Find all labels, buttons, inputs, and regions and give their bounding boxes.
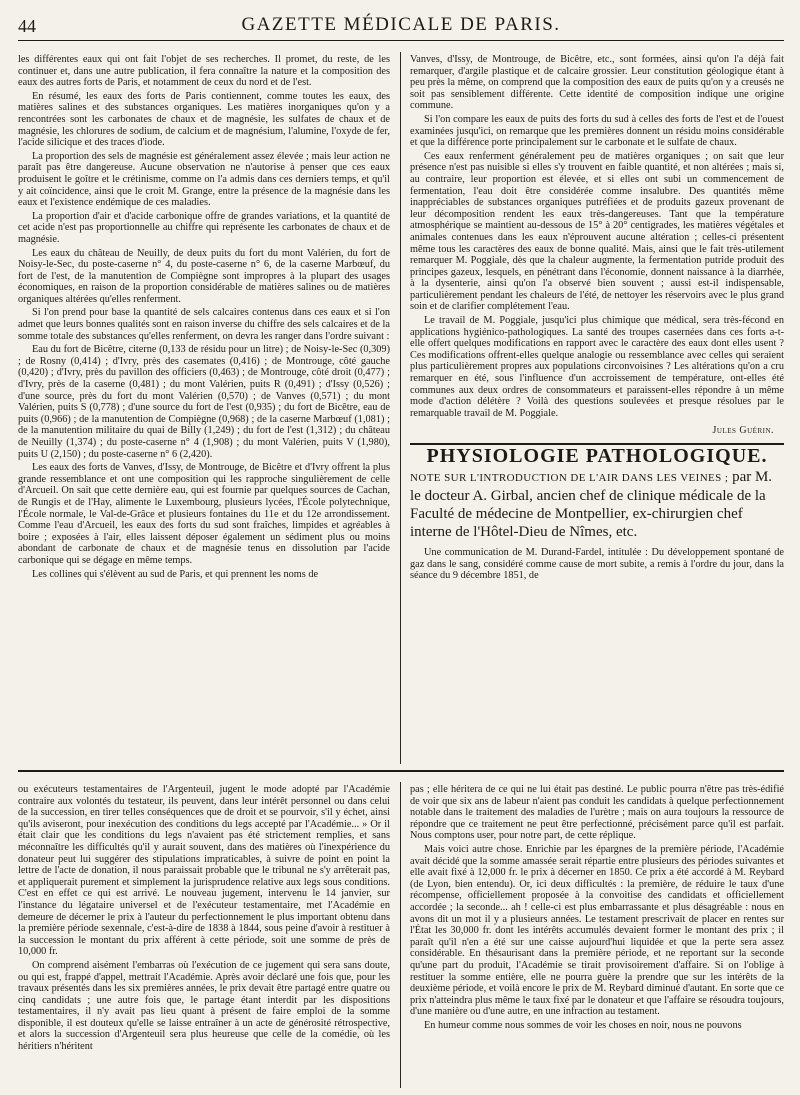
article-column-bottom-left [18,784,390,1090]
paragraph: Les eaux des forts de Vanves, d'Issy, de Montrouge, de Bicêtre et d'Ivry offrent la plus grande ressemblance et ont une composition qui les rapproche singulièrement de celle d'Arcueil. On sait que cette dernière eau, qui est fournie par quelques sources de Cachan, de Rungis et de l'Hay, alimente le Luxembourg, plusieurs lycées, l'École polytechnique, l'École normale, le Val-de-Grâce et plusieurs fontaines du 11e et du 12e arrondissement. Comme l'eau d'Arcueil, les eaux des forts du sud sont fraîches, limpides et agréables à boire ; exposées à l'air, elles laissent déposer également un sédiment plus ou moins abondant de carbonate de chaux et de magnésie tenus en dissolution par l'acide carbonique qui se dégage en même temps. [18,462,390,566]
paragraph: Si l'on compare les eaux de puits des forts du sud à celles des forts de l'est et de l'ouest examinées jusqu'ici, on remarque que les premières donnent un résidu moins considérable et que la différence porte principalement sur le carbonate et le sulfate de chaux. [410,113,784,149]
paragraph: Une communication de M. Durand-Fardel, intitulée : Du développement spontané de gaz dans le sang, considéré comme cause de mort subite, a remis à l'ordre du jour, dans la séance du 9 décembre 1851, de [410,547,784,582]
paragraph: Mais voici autre chose. Enrichie par les épargnes de la première période, l'Académie avait décidé que la somme amassée serait répartie entre plusieurs des périodes suivantes et elle avait fixé à 12,000 fr. le prix à décerner en 1850. Ce prix a été accordé à M. Reybard (de Lyon, bien entendu). Or, ici deux difficultés : la première, de réduire le taux d'une récompense, officiellement proposée à la convoitise des candidats et officiellement accordée ; la seconde... ah ! celle-ci est plus embarrassante et plus désagréable : nous en avons dit un mot il y a plusieurs années. Le testament prescrivait de placer en rentes sur l'État les 30,000 fr. dont les intérêts accumulés devaient former le montant des prix ; il paraît qu'il n'en a été sur une caisse aujourd'hui liquidée et que la perte sera assez considérable. En thésaurisant dans la première période, et ne reportant sur la seconde qu'une part du produit, l'Académie se tirait provisoirement d'affaire. Si on l'oblige à restituer la somme entière, elle ne pourra guère la prendre que sur les intérêts de la deuxième période, et voilà encore le prix de M. Reybard diminué d'autant. En sorte que ce prix n'atteindra plus même le taux fixé par le donateur et que l'affaire se résoudra toujours, d'une manière ou d'une autre, en une infraction au testament. [410,843,784,1018]
paragraph: Le travail de M. Poggiale, jusqu'ici plus chimique que médical, sera très-fécond en applications hygiénico-pathologiques. La santé des troupes casernées dans ces forts a-t-elle offert quelques modifications en rapport avec le caractère des eaux dont elles usent ? Ces modifications offrent-elles quelque analogie ou ressemblance avec celles qui seraient plus particulièrement propres aux populations circonvoisines ? Les altérations qu'on a cru remarquer en été, sous l'influence d'un accroissement de température, ont-elles été communes aux deux ordres de consommateurs et paraissent-elles répondre à un même mode d'action délétère ? Voilà des questions soulevées et presque résolues par le remarquable travail de M. Poggiale. [410,315,784,419]
paragraph: Les eaux du château de Neuilly, de deux puits du fort du mont Valérien, du fort de Noisy-le-Sec, du poste-caserne n° 4, du poste-caserne n° 6, de la caserne Marbœuf, du fort de l'est, de la manutention de Compiègne sont impropres à la plupart des usages économiques, en raison de la proportion considérable de matières salines ou de matières organiques altérées qu'elles renferment. [18,247,390,305]
article-column-top-right [410,54,784,759]
paragraph: Les collines qui s'élèvent au sud de Paris, et qui prennent les noms de [32,568,319,580]
paragraph: Eau du fort de Bicêtre, citerne (0,133 de résidu pour un litre) ; de Noisy-le-Sec (0,309) ; de Rosny (0,414) ; d'Ivry, près des casemates (0,416) ; de Montrouge, côté gauche (0,420) ; d'Ivry, près du pavillon des officiers (0,463) ; de Montrouge, côté droit (0,477) ; d'Ivry, près de la caserne (0,481) ; du mont Valérien, puits R (0,491) ; d'Issy (0,526) ; d'une source, près du fort du mont Valérien (0,570) ; de Vanves (0,571) ; du mont Valérien, puits S (0,778) ; d'une source du fort de l'est (0,935) ; du fort de Bicêtre, eau de puits (0,966) ; de la manutention de Compiègne (0,968) ; de la caserne Marbœuf (1,081) ; de la manutention militaire du quai de Billy (1,249) ; du fort de l'est (1,312) ; du château de Neuilly (1,374) ; du poste-caserne n° 4 (1,908) ; du mont Valérien, puits V (1,980), puits U (2,150) ; du poste-caserne n° 6 (2,420). [18,344,390,460]
paragraph: La proportion des sels de magnésie est généralement assez élevée ; mais leur action ne paraît pas être dangereuse. Aucune observation ne n'autorise à penser que ces eaux produisent le goître et le crétinisme, comme on l'a admis dans ces derniers temps, et qu'il y ait coïncidence, ainsi que le croit M. Grange, entre la présence de la magnésie dans les eaux et l'existence endémique de ces maladies. [18,150,390,209]
paragraph: ou exécuteurs testamentaires de l'Argenteuil, jugent le mode adopté par l'Académie contraire aux volontés du testateur, ils peuvent, dans leur intérêt personnel ou dans celui de la succession, en tirer telles conséquences que de droit et se pourvoir, s'il y échet, ainsi qu'ils aviseront, pour inexécution des conditions du legs accepté par l'Académie... » Or il était clair que les conditions du legs n'avaient pas été strictement remplies, et sans méconnaître les difficultés qu'il y aurait souvent, dans des matières où l'inexpérience du donateur peut lui suggérer des stipulations impraticables, à suivre de point en point la lettre de l'acte de donation, il nous paraissait probable que le tribunal ne s'y arrêterait pas, et appliquerait purement et simplement la jurisprudence relative aux legs sous conditions. C'est en effet ce qui est arrivé. Le nouveau jugement, intervenu le 14 janvier, sur l'instance du légataire universel et de l'exécuteur testamentaire, met l'Académie en demeure de décerner le prix à l'auteur du perfectionnement le plus important obtenu dans la première période sexennale, c'est-à-dire de 1838 à 1844, sous peine d'avoir à restituer à la succession le montant du prix afférent à cette période, soit une somme de près de 10,000 fr. [18,784,390,958]
author-signature: Jules Guérin. [712,425,774,437]
newspaper-page [18,10,784,1088]
page-number: 44 [18,16,36,36]
paragraph: On comprend aisément l'embarras où l'exécution de ce jugement qui sera sans doute, ou qui est, frappé d'appel, mettrait l'Académie. Après avoir déclaré une fois que, pour les travaux présentés dans les six premières années, le prix devait être partagé entre quatre ou cinq candidats ; une autre fois que, le partage étant interdit par les dispositions testamentaires, il n'y avait pas lieu quant à présent de faire emploi de la somme disponible, il est douteux qu'elle se laisse entraîner à un acte de générosité rétrospective, et alors la succession d'Argenteuil sera plus heureuse que celle de la comédie, où les héritiers n'héritent [18,959,390,1053]
paragraph: La proportion d'air et d'acide carbonique offre de grandes variations, et la quantité de cet acide n'est pas proportionnelle au chiffre qui représente les carbonates de chaux et de magnésie. [18,210,390,245]
article-title-author: par M. le docteur A. Girbal, ancien chef de clinique médicale de la Faculté de médecine de Montpellier, ex-chirurgien chef interne de l'Hôtel-Dieu de Nîmes, etc. [410,469,773,541]
article-column-bottom-right [410,784,784,1090]
article-column-top-left [18,54,390,762]
paragraph: les différentes eaux qui ont fait l'objet de ses recherches. Il promet, du reste, de les continuer et, dans une autre publication, il fera connaître la nature et la composition des eaux des autres forts de Paris, et notamment de ceux du nord et de l'est. [18,54,390,89]
article-title-lead: NOTE SUR L'INTRODUCTION DE L'AIR DANS LES VEINES ; [410,472,729,485]
paragraph: Ces eaux renferment généralement peu de matières organiques ; on sait que leur présence n'est pas nuisible si elles s'y trouvent en faible quantité, et non altérées ; mais si, au contraire, leur proportion est élevée, et si elles ont subi un commencement de fermentation, l'eau doit être considérée comme insalubre. Des quantités même inappréciables de substances organiques putréfiées et de produits gazeux provenant de leur décomposition rendent les eaux très-dangereuses. Tant que la température atmosphérique se maintient au-dessous de 15° à 20° centigrades, les matières végétales et animales contenues dans les eaux n'éprouvent aucune altération ; celles-ci présentent même tous les caractères des eaux de bonne qualité. Mais, ainsi que le fait très-utilement remarquer M. Poggiale, dès que la chaleur augmente, la fermentation putride produit des principes gazeux, lesquels, en pénétrant dans l'économie, donnent naissance à la diarrhée, à la dysenterie, ainsi qu'on l'a observé bien souvent ; aussi est-il indispensable, particulièrement pendant les chaleurs de l'été, de nettoyer les réservoirs avec le plus grand soin et de clarifier complétement l'eau. [410,150,784,313]
horizontal-divider [18,770,784,772]
paragraph: En humeur comme nous sommes de voir les choses en noir, nous ne pouvons [424,1019,742,1031]
column-divider [400,782,401,1088]
page-header [18,10,784,41]
newspaper-title: GAZETTE MÉDICALE DE PARIS. [241,14,561,35]
paragraph: Si l'on prend pour base la quantité de sels calcaires contenus dans ces eaux et si l'on admet que leurs bonnes qualités sont en raison inverse du chiffre des sels calcaires et de la somme totale des substances qu'elles renferment, on devra les ranger dans l'ordre suivant : [18,307,390,342]
paragraph: pas ; elle héritera de ce qui ne lui était pas destiné. Le public pourra n'être pas très-édifié de voir que six ans de labeur n'aient pas conduit les candidats à quelque perfectionnement notable dans le traitement des maladies de l'urètre ; mais on aura toujours la ressource de répondre que ce traitement ne peut être perfectionné, précisément parce qu'il est parfait. Nous comptons user, pour notre part, de cette réplique. [410,784,784,842]
paragraph: Vanves, d'Issy, de Montrouge, de Bicêtre, etc., sont formées, ainsi qu'on l'a déjà fait remarquer, d'argile plastique et de calcaire grossier. Leur constitution géologique étant à peu près la même, on comprend que la composition des eaux de puits qu'on y a creusés ne soit pas sensiblement différente. Cette identité de composition indique une origine commune. [410,54,784,112]
article-title [410,468,784,541]
paragraph: En résumé, les eaux des forts de Paris contiennent, comme toutes les eaux, des matières salines et des substances organiques. Les matières inorganiques qu'on y a rencontrées sont les carbonates de chaux et de magnésie, les sulfates de chaux et de magnésie, les chlorures de sodium, de calcium et de magnésium, l'alumine, l'oxyde de fer, l'acide silicique et des traces d'iode. [18,90,390,149]
section-title: PHYSIOLOGIE PATHOLOGIQUE. [426,444,768,467]
column-divider [400,52,401,764]
